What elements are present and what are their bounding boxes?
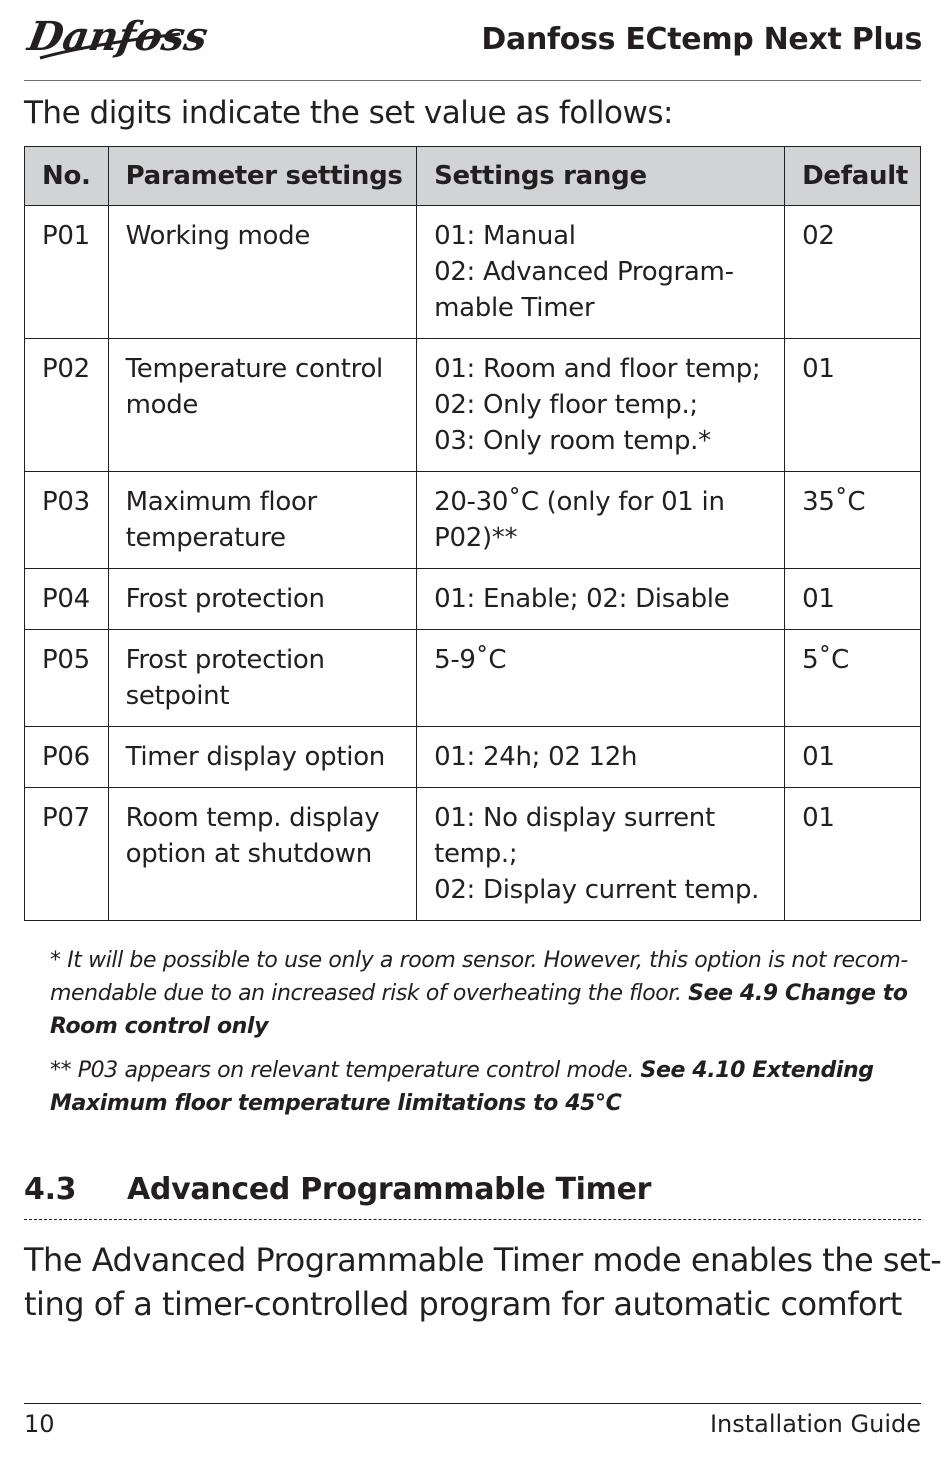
cell-settings-range-line: temp.; [434, 839, 518, 869]
footnote-1 [50, 944, 910, 1043]
cell-parameter-name-line: Room temp. display [125, 803, 380, 833]
section-title: Advanced Programmable Timer [127, 1172, 652, 1207]
cell-parameter-no: P06 [25, 727, 109, 788]
footnote-1-reference-cont: Room control only [50, 1014, 269, 1039]
cell-parameter-no: P07 [25, 788, 109, 921]
cell-parameter-no: P04 [25, 569, 109, 630]
cell-parameter-name [108, 569, 416, 630]
footnote-1-line2: mendable due to an increased risk of overheating the floor. [50, 981, 682, 1006]
column-header-range: Settings range [417, 147, 785, 206]
footer-rule [24, 1403, 921, 1404]
cell-parameter-name [108, 206, 416, 339]
cell-parameter-name-line: mode [125, 390, 199, 420]
cell-parameter-name-line: temperature [125, 523, 286, 553]
cell-parameter-name-line: Temperature control [125, 354, 383, 384]
cell-default: 35˚C [785, 472, 921, 569]
table-row [25, 206, 921, 339]
cell-default: 01 [785, 788, 921, 921]
table-row [25, 472, 921, 569]
cell-default: 01 [785, 339, 921, 472]
body-line: ting of a timer-controlled program for automatic comfort [24, 1285, 902, 1323]
cell-settings-range-line: 02: Advanced Program- [434, 257, 734, 287]
section-divider [24, 1219, 921, 1220]
cell-parameter-name [108, 339, 416, 472]
table-row [25, 339, 921, 472]
cell-parameter-name-line: Frost protection [125, 645, 325, 675]
table-row [25, 788, 921, 921]
table-row [25, 727, 921, 788]
header-rule [24, 80, 921, 81]
body-line: The Advanced Programmable Timer mode enables the set- [24, 1241, 942, 1279]
cell-parameter-no: P01 [25, 206, 109, 339]
table-row [25, 569, 921, 630]
cell-parameter-name [108, 472, 416, 569]
footnote-2 [50, 1054, 910, 1120]
cell-settings-range [417, 630, 785, 727]
cell-parameter-name-line: Working mode [125, 221, 311, 251]
product-title: Danfoss ECtemp Next Plus [481, 22, 922, 57]
cell-parameter-name-line: option at shutdown [125, 839, 372, 869]
cell-parameter-no: P03 [25, 472, 109, 569]
cell-settings-range-line: 01: Manual [434, 221, 576, 251]
table-row [25, 630, 921, 727]
cell-settings-range-line: 20-30˚C (only for 01 in [434, 487, 725, 517]
cell-default: 01 [785, 727, 921, 788]
footnotes [50, 944, 910, 1131]
cell-default: 01 [785, 569, 921, 630]
section-heading [24, 1172, 651, 1207]
cell-parameter-name-line: Frost protection [125, 584, 325, 614]
page-number: 10 [24, 1410, 55, 1438]
footnote-2-text: ** P03 appears on relevant temperature control mode. [50, 1058, 634, 1083]
cell-settings-range [417, 339, 785, 472]
intro-text: The digits indicate the set value as follows: [24, 95, 673, 131]
cell-settings-range-line: 02: Only floor temp.; [434, 390, 698, 420]
cell-parameter-name [108, 630, 416, 727]
cell-settings-range-line: 03: Only room temp.* [434, 426, 711, 456]
column-header-no: No. [25, 147, 109, 206]
column-header-default: Default [785, 147, 921, 206]
section-body [24, 1238, 941, 1326]
cell-settings-range-line: P02)** [434, 523, 518, 553]
footnote-1-reference: See 4.9 Change to [688, 981, 908, 1006]
cell-settings-range [417, 472, 785, 569]
column-header-parameter: Parameter settings [108, 147, 416, 206]
cell-settings-range [417, 206, 785, 339]
logo-wordmark: Danfoss [24, 12, 212, 60]
cell-settings-range [417, 727, 785, 788]
cell-parameter-no: P02 [25, 339, 109, 472]
cell-default: 02 [785, 206, 921, 339]
footnote-2-reference-cont: Maximum floor temperature limitations to 45°C [50, 1091, 622, 1116]
footnote-1-line1: * It will be possible to use only a room sensor. However, this option is not recom- [50, 948, 908, 973]
cell-settings-range-line: 01: No display surrent [434, 803, 715, 833]
parameter-table [24, 146, 921, 921]
table-header-row [25, 147, 921, 206]
cell-parameter-name-line: setpoint [125, 681, 230, 711]
cell-settings-range-line: 01: Room and floor temp; [434, 354, 761, 384]
cell-parameter-name [108, 788, 416, 921]
danfoss-logo [24, 6, 212, 70]
cell-settings-range [417, 788, 785, 921]
footnote-2-reference: See 4.10 Extending [640, 1058, 874, 1083]
cell-parameter-name-line: Timer display option [125, 742, 385, 772]
cell-settings-range-line: 01: 24h; 02 12h [434, 742, 638, 772]
cell-settings-range-line: mable Timer [434, 293, 595, 323]
cell-settings-range [417, 569, 785, 630]
cell-default: 5˚C [785, 630, 921, 727]
cell-parameter-name-line: Maximum floor [125, 487, 317, 517]
cell-settings-range-line: 5-9˚C [434, 645, 507, 675]
cell-settings-range-line: 01: Enable; 02: Disable [434, 584, 730, 614]
cell-parameter-name [108, 727, 416, 788]
section-number: 4.3 [24, 1172, 77, 1207]
cell-parameter-no: P05 [25, 630, 109, 727]
guide-title: Installation Guide [709, 1410, 921, 1438]
cell-settings-range-line: 02: Display current temp. [434, 875, 760, 905]
